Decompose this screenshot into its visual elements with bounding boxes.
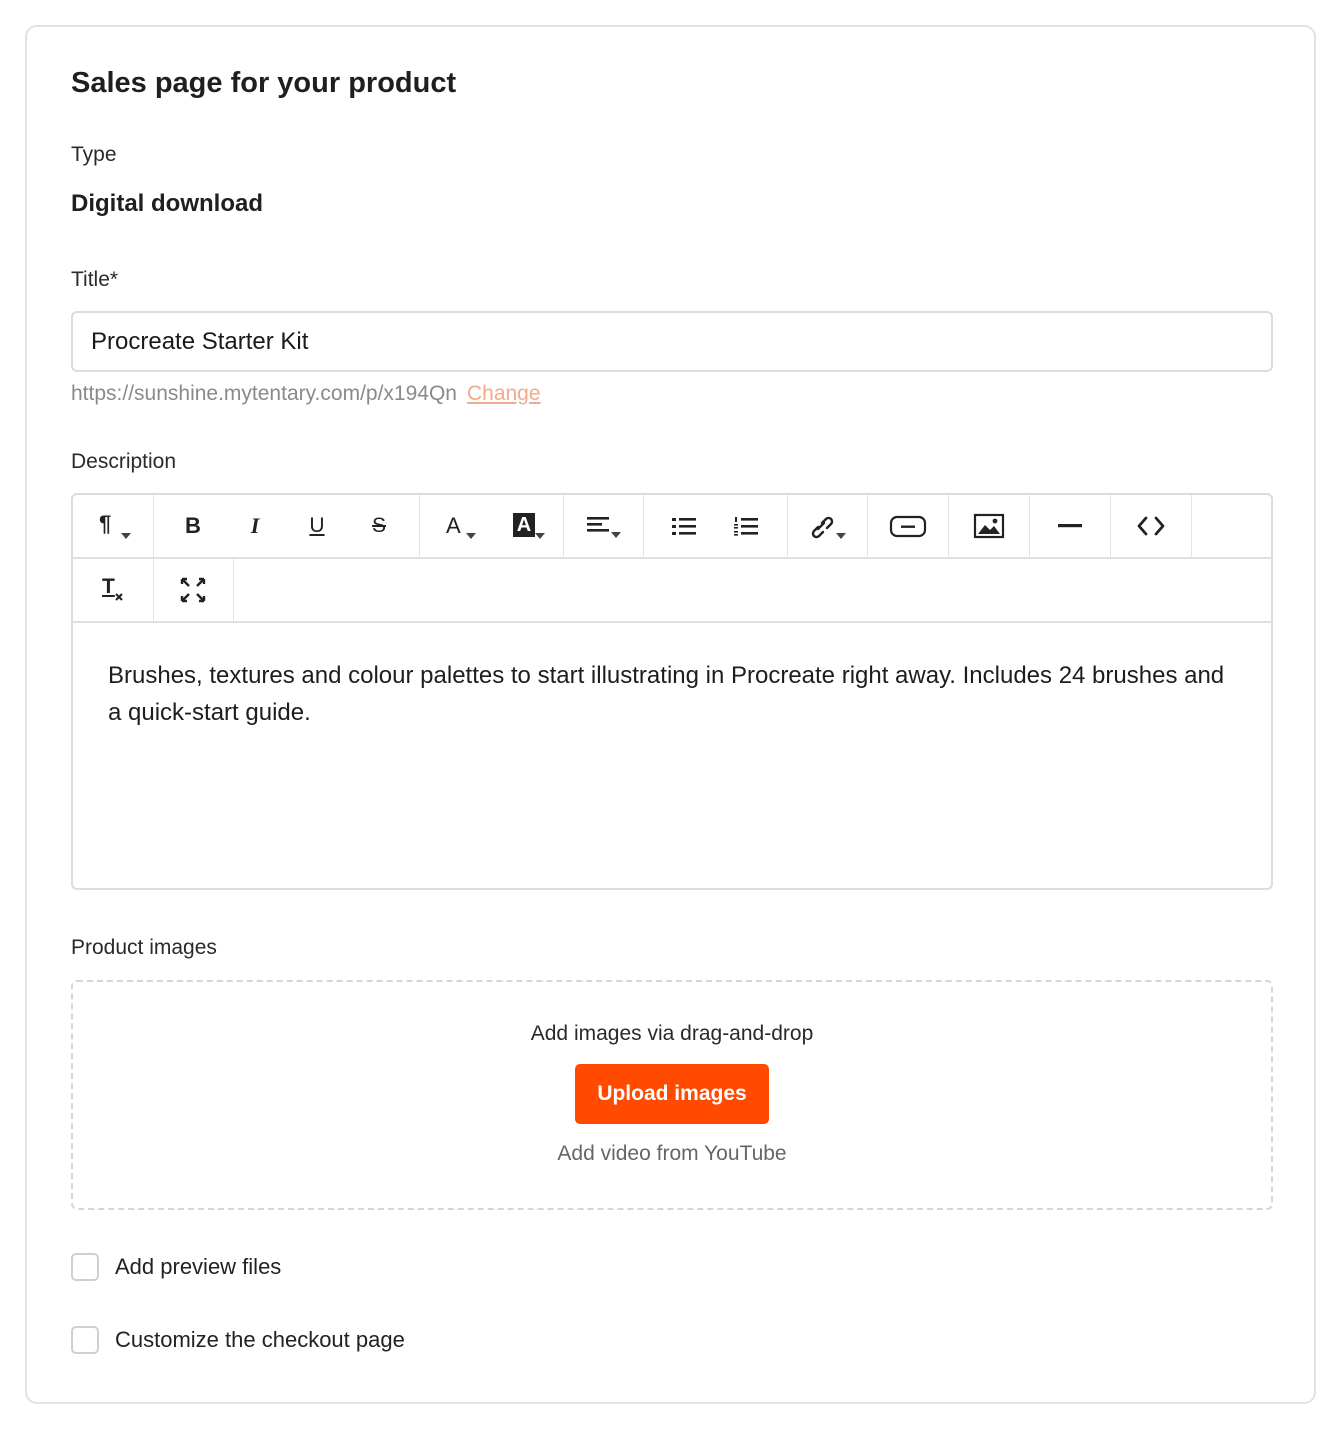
add-youtube-video-link[interactable]: Add video from YouTube (557, 1142, 787, 1165)
align-icon (583, 512, 623, 540)
italic-button[interactable] (225, 495, 285, 557)
product-images-label: Product images (71, 936, 217, 959)
button-icon (889, 514, 927, 538)
bold-button[interactable] (163, 495, 223, 557)
description-editor (71, 493, 1273, 890)
insert-image-button[interactable] (949, 495, 1029, 557)
change-url-link[interactable]: Change (466, 382, 541, 405)
bulleted-list-icon (670, 514, 698, 538)
underline-button[interactable] (287, 495, 347, 557)
product-url (71, 382, 541, 406)
paragraph-format-button[interactable] (73, 495, 153, 557)
fullscreen-icon (179, 576, 207, 604)
preview-files-checkbox[interactable] (71, 1253, 99, 1281)
text-color-button[interactable] (423, 495, 493, 557)
link-button[interactable] (788, 495, 866, 557)
paragraph-format-icon: ¶ (95, 511, 131, 541)
bulleted-list-button[interactable] (653, 495, 715, 557)
strikethrough-icon: S (371, 514, 386, 537)
preview-files-label: Add preview files (115, 1254, 282, 1279)
clear-formatting-icon: T (98, 575, 128, 605)
description-label: Description (71, 450, 177, 473)
image-icon (973, 513, 1005, 539)
dropzone-hint: Add images via drag-and-drop (530, 1022, 814, 1045)
background-color-icon: A (509, 511, 545, 541)
code-view-button[interactable] (1111, 495, 1191, 557)
title-input[interactable] (71, 311, 1273, 372)
underline-icon: U (309, 514, 325, 537)
product-url-text: https://sunshine.mytentary.com/p/x194Qn (71, 382, 457, 405)
horizontal-rule-button[interactable] (1030, 495, 1110, 557)
background-color-button[interactable] (493, 495, 561, 557)
clear-formatting-button[interactable] (73, 559, 153, 621)
numbered-list-icon (732, 514, 760, 538)
sales-page-card (25, 25, 1316, 1404)
type-label: Type (71, 143, 117, 166)
preview-files-option[interactable] (71, 1253, 281, 1281)
image-dropzone[interactable] (71, 980, 1273, 1210)
description-text[interactable]: Brushes, textures and colour palettes to start illustrating in Procreate right away. Includes 24 brushes and a quick-start guide. (108, 662, 1225, 726)
bold-icon: B (185, 513, 201, 538)
customize-checkout-checkbox[interactable] (71, 1326, 99, 1354)
customize-checkout-option[interactable] (71, 1326, 405, 1354)
title-label: Title* (71, 268, 119, 291)
horizontal-rule-icon (1057, 522, 1083, 530)
strikethrough-button[interactable] (349, 495, 409, 557)
editor-toolbar-row-2 (73, 559, 1271, 623)
editor-toolbar-row-1 (73, 495, 1271, 559)
page-title: Sales page for your product (71, 67, 457, 99)
insert-button-button[interactable] (868, 495, 948, 557)
text-color-icon: A (440, 511, 476, 541)
align-button[interactable] (564, 495, 642, 557)
link-icon (806, 511, 848, 541)
upload-images-button[interactable]: Upload images (575, 1064, 769, 1124)
code-view-icon (1136, 515, 1166, 537)
fullscreen-button[interactable] (153, 559, 233, 621)
type-value: Digital download (71, 190, 263, 217)
italic-icon: I (250, 513, 260, 538)
customize-checkout-label: Customize the checkout page (115, 1327, 405, 1352)
numbered-list-button[interactable] (715, 495, 777, 557)
